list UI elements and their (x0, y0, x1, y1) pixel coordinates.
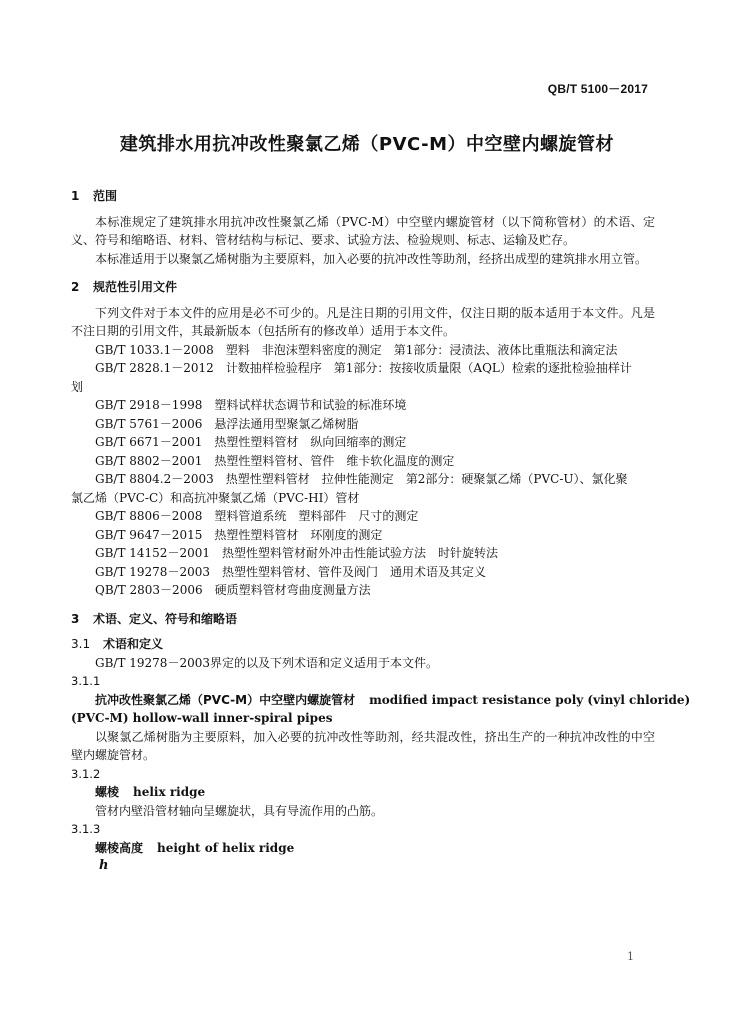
term-number: 3.1.2 (71, 766, 101, 781)
section-1-heading: 1 范围 (71, 189, 118, 203)
standard-code: QB/T 5100－2017 (547, 82, 648, 96)
subsection-3-1-heading: 3.1 术语和定义 (71, 637, 164, 651)
page-number: 1 (627, 950, 634, 963)
section-1-paragraph-1: 本标准规定了建筑排水用抗冲改性聚氯乙烯（PVC-M）中空壁内螺旋管材（以下简称管材）的术语、定义、符号和缩略语、材料、管材结构与标记、要求、试验方法、检验规则、标志、运输及贮存。 (71, 214, 655, 247)
reference-item: GB/T 2828.1－2012 计数抽样检验程序 第1部分：按接收质量限（AQL）检索的逐批检验抽样计 (95, 361, 632, 375)
reference-item: GB/T 1033.1－2008 塑料 非泡沫塑料密度的测定 第1部分：浸渍法、液体比重瓶法和滴定法 (95, 342, 618, 357)
reference-item-continued: 划 (71, 379, 84, 394)
reference-item: GB/T 14152－2001 热塑性塑料管材耐外冲击性能试验方法 时针旋转法 (95, 546, 498, 560)
document-title: 建筑排水用抗冲改性聚氯乙烯（PVC-M）中空壁内螺旋管材 (119, 134, 615, 155)
reference-item: GB/T 19278－2003 热塑性塑料管材、管件及阀门 通用术语及其定义 (95, 564, 486, 579)
section-2-intro: 下列文件对于本文件的应用是必不可少的。凡是注日期的引用文件，仅注日期的版本适用于本文件。凡是不注日期的引用文件，其最新版本（包括所有的修改单）适用于本文件。 (71, 305, 655, 338)
reference-item: GB/T 8804.2－2003 热塑性塑料管材 拉伸性能测定 第2部分：硬聚氯乙烯（PVC-U）、氯化聚 (95, 472, 628, 486)
section-3-heading: 3 术语、定义、符号和缩略语 (71, 611, 238, 626)
subsection-3-1-intro: GB/T 19278－2003界定的以及下列术语和定义适用于本文件。 (95, 655, 438, 670)
term-number: 3.1.1 (71, 674, 101, 688)
reference-item: GB/T 9647－2015 热塑性塑料管材 环刚度的测定 (95, 527, 383, 542)
section-1-paragraph-2: 本标准适用于以聚氯乙烯树脂为主要原料，加入必要的抗冲改性等助剂，经挤出成型的建筑排水用立管。 (95, 251, 648, 266)
term-definition: 管材内壁沿管材轴向呈螺旋状，具有导流作用的凸筋。 (95, 803, 384, 818)
term-heading: 螺棱高度 height of helix ridge (95, 840, 295, 855)
term-definition: 以聚氯乙烯树脂为主要原料，加入必要的抗冲改性等助剂，经共混改性，挤出生产的一种抗冲改性的中空壁内螺旋管材。 (71, 729, 655, 762)
section-2-heading: 2 规范性引用文件 (71, 280, 178, 294)
reference-item: GB/T 6671－2001 热塑性塑料管材 纵向回缩率的测定 (95, 435, 407, 449)
reference-item: GB/T 8806－2008 塑料管道系统 塑料部件 尺寸的测定 (95, 509, 419, 523)
term-heading: 抗冲改性聚氯乙烯（PVC-M）中空壁内螺旋管材 modified impact resistance poly (vinyl chloride) (PVC-M) hollow-wall inner-spiral pipes (71, 692, 691, 725)
reference-item: GB/T 2918－1998 塑料试样状态调节和试验的标准环境 (95, 398, 407, 412)
term-symbol: h (99, 858, 109, 873)
reference-item: QB/T 2803－2006 硬质塑料管材弯曲度测量方法 (95, 583, 371, 597)
reference-item-continued: 氯乙烯（PVC-C）和高抗冲聚氯乙烯（PVC-HI）管材 (71, 490, 360, 505)
document-body (71, 187, 691, 876)
reference-item: GB/T 5761－2006 悬浮法通用型聚氯乙烯树脂 (95, 416, 359, 431)
term-number: 3.1.3 (71, 822, 101, 836)
reference-item: GB/T 8802－2001 热塑性塑料管材、管件 维卡软化温度的测定 (95, 453, 455, 468)
term-heading: 螺棱 helix ridge (95, 785, 206, 799)
